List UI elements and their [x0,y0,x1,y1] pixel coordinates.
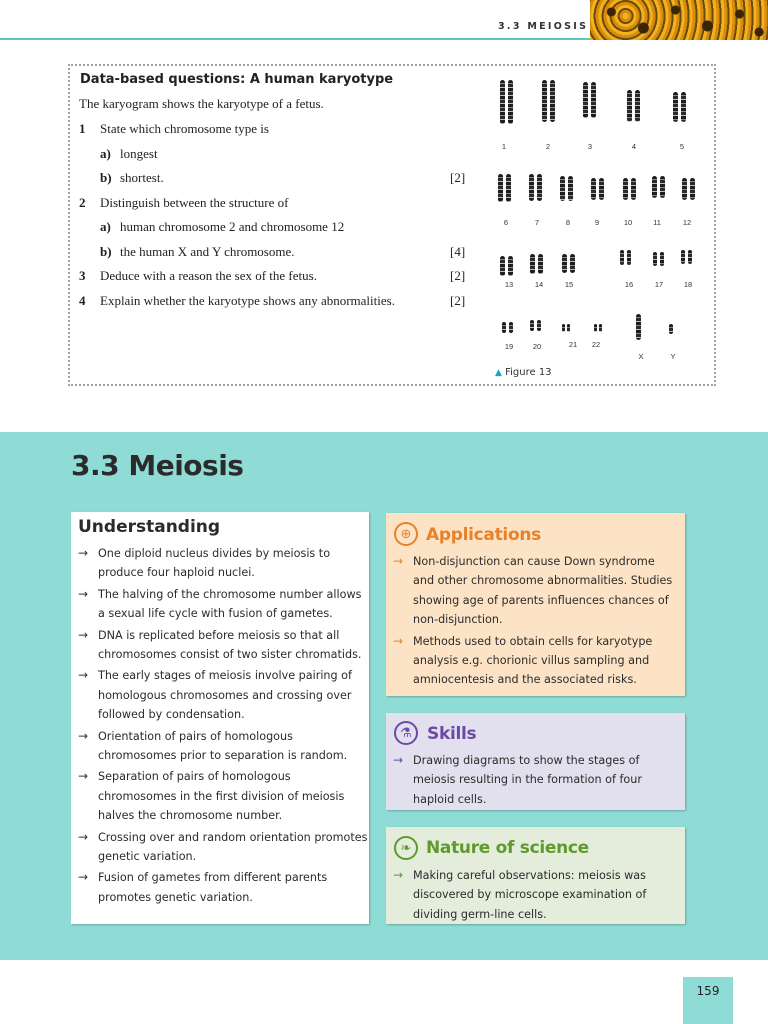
question-1a-letter: a) [100,146,111,161]
chromosome [570,254,575,273]
chromosome [500,80,505,124]
chromosome [660,176,665,198]
chromosome [682,178,687,200]
understanding-item-line: followed by condensation. [98,708,245,722]
chromosome [568,176,573,201]
applications-item-line: Non-disjunction can cause Down syndrome [413,555,655,568]
arrow-bullet-icon: → [78,627,89,642]
understanding-item-line: The early stages of meiosis involve pairing of [98,669,352,683]
chromosome [509,322,513,333]
chromosome [508,256,513,276]
globe-icon: ⊕ [394,522,418,546]
chromosome-label: 4 [631,142,637,151]
arrow-bullet-icon: → [393,753,404,767]
chromosome-label: 1 [501,142,507,151]
flask-icon: ⚗ [394,721,418,745]
chromosome-label: 18 [683,280,693,289]
question-4-number: 4 [79,293,86,308]
nature_of_science-item-line: discovered by microscope examination of [413,888,647,902]
chromosome-label: X [638,352,644,361]
leaf-icon: ❧ [394,836,418,860]
question-3-text: Deduce with a reason the sex of the fetus. [100,268,317,283]
triangle-icon: ▲ [495,368,502,378]
chromosome-label: 6 [503,218,509,227]
chromosome [583,82,588,118]
chromosome [537,174,542,201]
understanding-item-line: DNA is replicated before meiosis so that all [98,628,340,642]
applications-item-line: amniocentesis and the associated risks. [413,673,637,687]
question-1b-text: shortest. [120,170,164,185]
chromosome [681,250,685,264]
chromosome [506,174,511,202]
understanding-title: Understanding [78,517,221,537]
chromosome [538,254,543,274]
chromosome-label: 20 [532,342,542,351]
chromosome [498,174,503,202]
chromosome-label: 10 [623,218,633,227]
chromosome [529,174,534,201]
skills-item-line: meiosis resulting in the formation of four [413,773,642,787]
question-2-text: Distinguish between the structure of [100,195,289,210]
chromosome-label: 17 [654,280,664,289]
chromosome [560,176,565,201]
chromosome [530,320,534,331]
chromosome [537,320,541,331]
chromosome [567,324,570,332]
chromosome [594,324,597,332]
chromosome [502,322,506,333]
nature_of_science-item-line: dividing germ-line cells. [413,907,547,921]
dbq-title: Data-based questions: A human karyotype [80,72,394,87]
chromosome [508,80,513,124]
question-3-number: 3 [79,268,86,283]
question-3-marks: [2] [450,268,466,283]
question-2-marks: [4] [450,244,466,259]
chromosome [562,324,565,332]
arrow-bullet-icon: → [393,868,404,882]
understanding-item-line: chromosomes consist of two sister chromatids. [98,648,362,661]
understanding-item-line: Fusion of gametes from different parents [98,871,328,885]
nature_of_science-item-line: Making careful observations: meiosis was [413,869,646,882]
understanding-item-line: One diploid nucleus divides by meiosis to [98,547,331,560]
chromosome [627,250,631,265]
header-rule [0,38,590,40]
chromosome [688,250,692,264]
applications-item-line: non-disjunction. [413,613,503,627]
chromosome [500,256,505,276]
arrow-bullet-icon: → [393,554,404,568]
chromosome [690,178,695,200]
question-1-marks: [2] [450,170,466,185]
chromosome [542,80,547,122]
question-2b-text: the human X and Y chromosome. [120,244,295,259]
page-number: 159 [696,984,720,998]
chromosome [660,252,664,266]
arrow-bullet-icon: → [78,586,89,601]
skills-item-line: haploid cells. [413,792,487,806]
chromosome-label: 3 [587,142,593,151]
chromosome-label: 13 [504,280,514,289]
chromosome [627,90,632,122]
chromosome [591,178,596,200]
arrow-bullet-icon: → [393,633,404,648]
question-1a-text: longest [120,146,158,161]
figure-caption [495,367,552,378]
understanding-item-line: a sexual life cycle with fusion of gametes. [98,607,333,621]
chromosome-label: 14 [534,280,544,289]
question-2a-text: human chromosome 2 and chromosome 12 [120,219,345,234]
chromosome [591,82,596,118]
karyotype-figure [490,74,712,374]
chromosome [631,178,636,200]
question-1-number: 1 [79,121,86,136]
chromosome [530,254,535,274]
question-1b-letter: b) [100,170,112,185]
chromosome [669,324,673,334]
chromosome [653,252,657,266]
arrow-bullet-icon: → [78,728,89,743]
understanding-item-line: Orientation of pairs of homologous [98,729,293,743]
chromosome [681,92,686,122]
understanding-item-line: Crossing over and random orientation promotes [98,830,368,844]
arrow-bullet-icon: → [78,829,89,844]
understanding-item-line: promotes genetic variation. [98,890,253,904]
chromosome-label: 8 [565,218,571,227]
understanding-item-line: chromosomes in the first division of meiosis [98,789,345,803]
chromosome-label: 22 [591,340,601,349]
arrow-bullet-icon: → [78,870,89,885]
question-2-number: 2 [79,195,86,210]
applications-item-line: Methods used to obtain cells for karyotype [413,634,653,648]
running-header: 3.3 MEIOSIS [498,21,589,32]
chromosome [652,176,657,198]
question-2a-letter: a) [100,219,111,234]
chromosome-label: Y [670,352,676,361]
chromosome [562,254,567,273]
chromosome [673,92,678,122]
chromosome-label: 12 [682,218,692,227]
chromosome [635,90,640,122]
understanding-item-line: produce four haploid nuclei. [98,566,255,580]
understanding-item-line: homologous chromosomes and crossing over [98,688,352,702]
question-1-text: State which chromosome type is [100,121,269,136]
understanding-item-line: halves the chromosome number. [98,809,283,823]
chromosome-label: 15 [564,280,574,289]
chromosome [620,250,624,265]
chromosome-label: 5 [679,142,685,151]
understanding-item-line: The halving of the chromosome number allows [98,587,362,601]
chromosome [636,314,641,340]
applications-title: Applications [426,525,541,545]
applications-item-line: showing age of parents influences chances of [413,593,669,607]
dbq-intro: The karyogram shows the karyotype of a fetus. [79,96,324,111]
arrow-bullet-icon: → [78,546,89,560]
applications-item-line: and other chromosome abnormalities. Studies [413,574,673,588]
section-title: 3.3 Meiosis [71,449,244,482]
question-4-text: Explain whether the karyotype shows any abnormalities. [100,293,395,308]
skills-item-line: Drawing diagrams to show the stages of [413,754,640,767]
skills-title: Skills [427,724,477,744]
chromosome-label: 21 [568,340,578,349]
chromosome [550,80,555,122]
question-4-marks: [2] [450,293,466,308]
chromosome [599,324,602,332]
figure-caption-text: Figure 13 [505,367,552,378]
question-2b-letter: b) [100,244,112,259]
understanding-item-line: Separation of pairs of homologous [98,770,291,784]
chromosome-label: 16 [624,280,634,289]
chromosome-label: 7 [534,218,540,227]
chromosome [599,178,604,200]
chromosome-label: 2 [545,142,551,151]
arrow-bullet-icon: → [78,769,89,784]
arrow-bullet-icon: → [78,668,89,683]
nature-of-science-title: Nature of science [426,838,589,858]
chromosome-label: 19 [504,342,514,351]
understanding-item-line: chromosomes prior to separation is random. [98,749,348,762]
chromosome-label: 9 [594,218,600,227]
applications-item-line: analysis e.g. chorionic villus sampling and [413,654,650,667]
chromosome-label: 11 [653,218,661,227]
understanding-item-line: genetic variation. [98,850,197,863]
chromosome [623,178,628,200]
sunflower-photo [590,0,768,40]
